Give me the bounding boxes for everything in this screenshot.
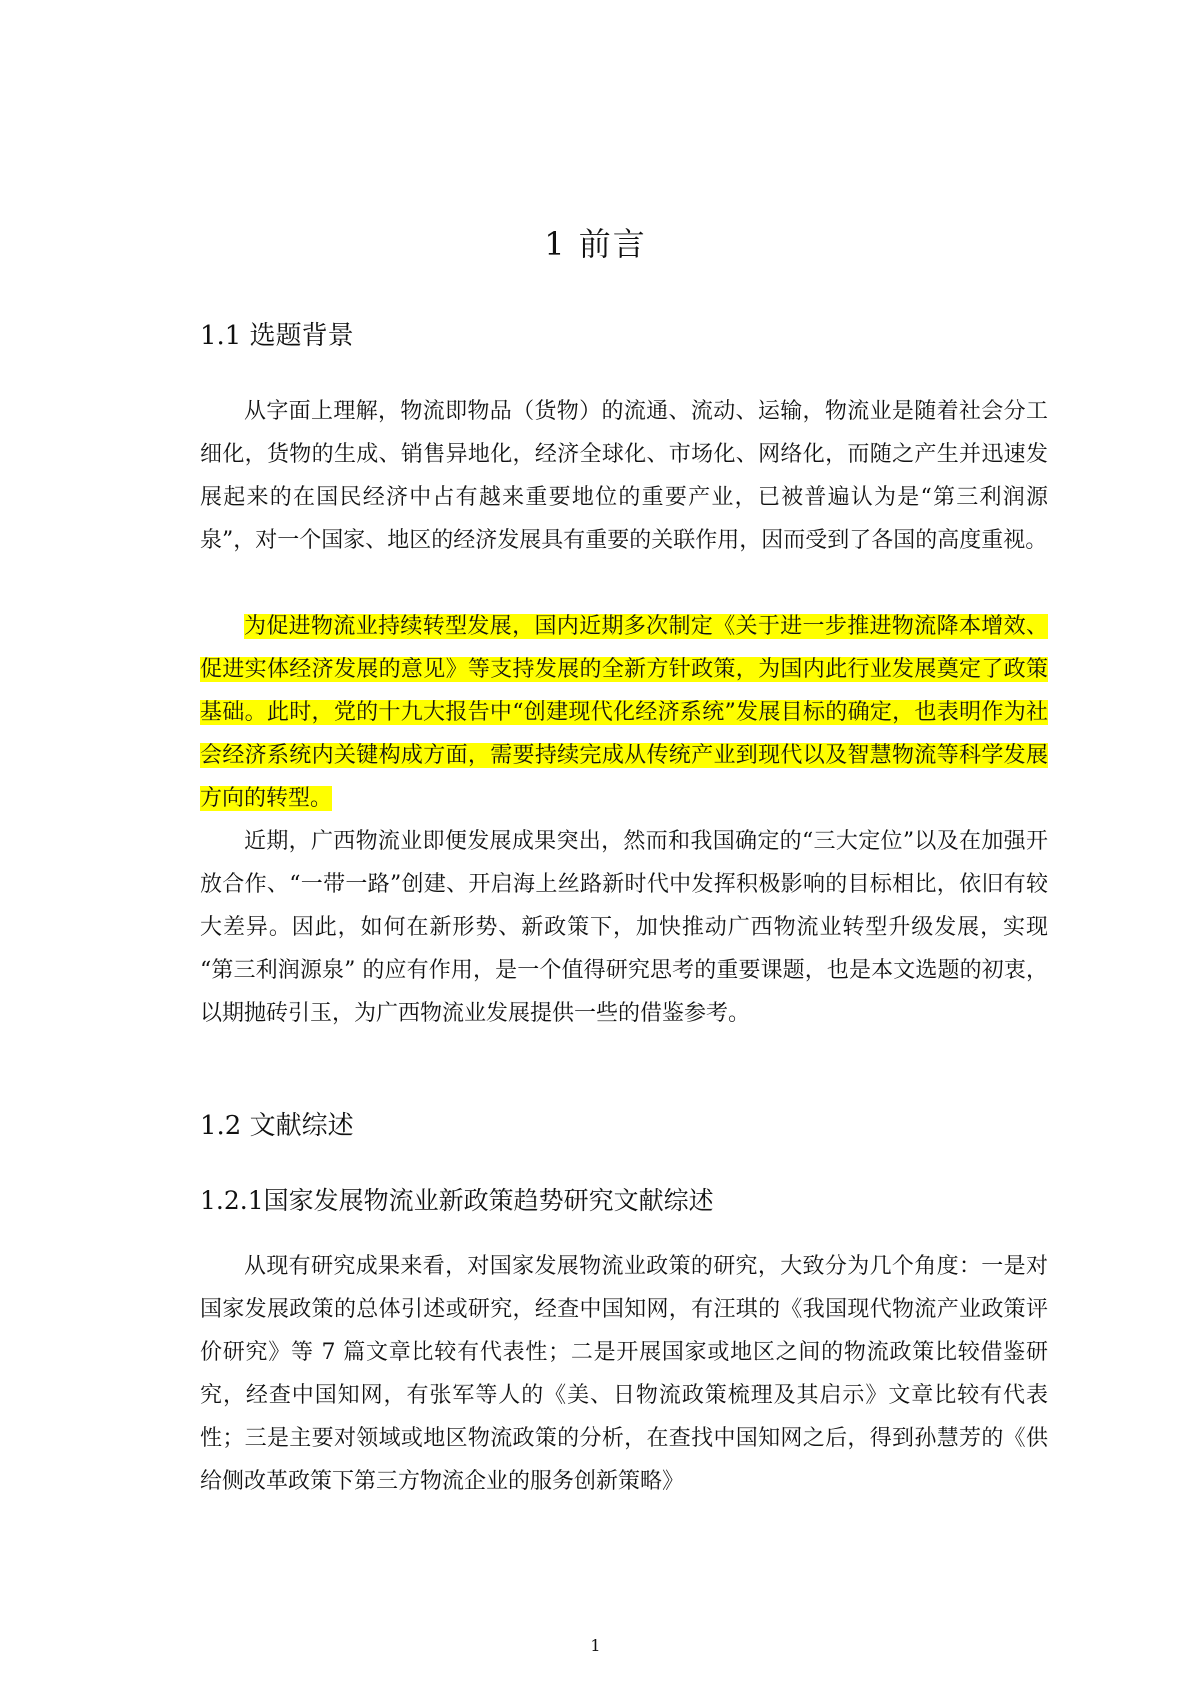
paragraph-background-3: 近期，广西物流业即便发展成果突出，然而和我国确定的“三大定位”以及在加强开放合作、“一带一路”创建、开启海上丝路新时代中发挥积极影响的目标相比，依旧有较大差异。因此，如何在新形势、新政策下，加快推动广西物流业转型升级发展，实现 “第三利润源泉” 的应有作用，是一个值得研究思考的重要课题，也是本文选题的初衷，以期抛砖引玉，为广西物流业发展提供一些的借鉴参考。 [200, 829, 1048, 1026]
paragraph-background-1: 从字面上理解，物流即物品（货物）的流通、流动、运输，物流业是随着社会分工细化，货物的生成、销售异地化，经济全球化、市场化、网络化，而随之产生并迅速发展起来的在国民经济中占有越来重要地位的重要产业，已被普遍认为是“第三利润源泉”，对一个国家、地区的经济发展具有重要的关联作用，因而受到了各国的高度重视。 [200, 399, 1048, 553]
page-number: 1 [590, 1636, 601, 1655]
paragraph-literature-1: 从现有研究成果来看，对国家发展物流业政策的研究，大致分为几个角度：一是对国家发展政策的总体引述或研究，经查中国知网，有汪琪的《我国现代物流产业政策评价研究》等 7 篇文章比较有代表性；二是开展国家或地区之间的物流政策比较借鉴研究，经查中国知网，有张军等人的《美、日物流政策梳理及其启示》文章比较有代表性；三是主要对领域或地区物流政策的分析，在查找中国知网之后，得到孙慧芳的《供给侧改革政策下第三方物流企业的服务创新策略》 [200, 1254, 1048, 1494]
section-heading-1-2-1: 1.2.1国家发展物流业新政策趋势研究文献综述 [200, 1186, 714, 1215]
paragraph-background-2 [200, 605, 1048, 820]
section-heading-1-1: 1.1 选题背景 [200, 321, 354, 351]
chapter-title: 1 前言 [544, 225, 647, 263]
section-heading-1-2: 1.2 文献综述 [200, 1111, 354, 1141]
highlighted-text: 为促进物流业持续转型发展，国内近期多次制定《关于进一步推进物流降本增效、促进实体经济发展的意见》等支持发展的全新方针政策，为国内此行业发展奠定了政策基础。此时，党的十九大报告中“创建现代化经济系统”发展目标的确定，也表明作为社会经济系统内关键构成方面，需要持续完成从传统产业到现代以及智慧物流等科学发展方向的转型。 [200, 614, 1048, 811]
